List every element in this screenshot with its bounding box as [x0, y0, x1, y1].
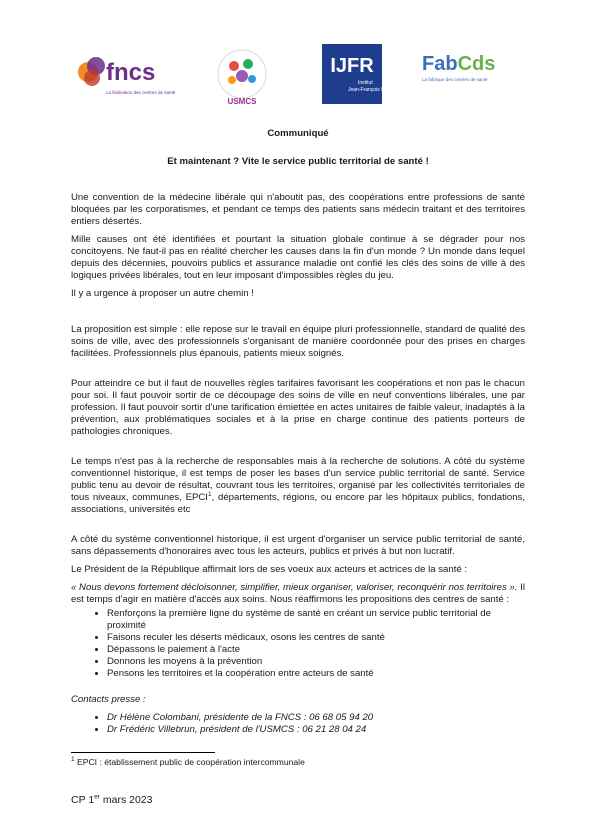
- fncs-logo-tagline: La fédération des centres de santé: [106, 90, 176, 95]
- paragraph-8: Le Président de la République affirmait lors de ses voeux aux acteurs et actrices de la santé :: [71, 564, 468, 575]
- paragraph-4: La proposition est simple : elle repose sur le travail en équipe pluri professionnelle, standard de qualité des soins de ville, avec des professionnels s'organisant de manière coordonnée pour des prises en charges facilitées. Professionnels plus épanouis, patients mieux soignés.: [71, 324, 525, 359]
- usmcs-logo: [212, 46, 272, 108]
- list-item: • Dr Frédéric Villebrun, président de l'USMCS : 06 21 28 04 24: [107, 724, 525, 736]
- logo-strip: [0, 40, 594, 115]
- list-item: • Renforçons la première ligne du système de santé en créant un service public territorial de proximité: [107, 608, 525, 632]
- release-date: [71, 794, 152, 806]
- ijfr-logo-name: IJFR: [330, 55, 374, 77]
- paragraph-2: Mille causes ont été identifiées et pourtant la situation globale continue à se dégrader pour nos concitoyens. Ne faut-il pas en réalité chercher les causes dans la fin d'un monde ? Un monde dans lequel depuis des décennies, pouvoirs publics et assurance maladie ont confié les clés des soins de ville à des logiques privées libérales, tout en leur imposant d'impossibles règles du jeu.: [71, 234, 525, 281]
- date-suffix: mars 2023: [99, 794, 153, 806]
- list-item: • Dépassons le paiement à l'acte: [107, 644, 525, 656]
- footnote-divider: [71, 752, 215, 753]
- footnote-text: EPCI : établissement public de coopération intercommunale: [74, 757, 305, 767]
- fncs-logo: [76, 50, 184, 98]
- paragraph-5: Pour atteindre ce but il faut de nouvelles règles tarifaires favorisant les coopérations et non pas le chacun pour soi. Il faut pouvoir sortir de ce découpage des soins de ville en neuf conventions libérales, une par profession. Il faut pouvoir sortir d'une tarification émiettée en actes unitaires de faible valeur, inadaptés à la prévention, aux problématiques sociales et à la prise en charge continue des patients porteurs de pathologies chroniques.: [71, 378, 525, 437]
- paragraph-6-part-a: Le temps n'est pas à la recherche de responsables mais à la recherche de solutions. A côté du système conventionnel historique, il est temps de poser les bases d'un service public territorial de santé. Service public tenu au devoir de résultat, couvrant tous les territoires, organisé par les collectivités territoriales de tous niveaux, communes, EPCI: [71, 456, 525, 503]
- paragraph-9-text: Il est temps d'agir en matière d'accès aux soins. Nous réaffirmons les propositions des centres de santé :: [71, 582, 525, 605]
- president-quote: « Nous devons fortement décloisonner, simplifier, mieux organiser, valoriser, reconquérir nos territoires ».: [71, 582, 518, 593]
- list-item: • Faisons reculer les déserts médicaux, osons les centres de santé: [107, 632, 525, 644]
- svg-text:FabCds: [422, 53, 495, 75]
- date-prefix: CP 1: [71, 794, 95, 806]
- usmcs-logo-name: USMCS: [227, 97, 257, 106]
- paragraph-6: [71, 456, 525, 516]
- paragraph-1: Une convention de la médecine libérale qui n'aboutit pas, des coopérations entre professions de santé bloquées par les corporatismes, et pendant ce temps des patients sans médecin traitant et des territoires entiers désertés.: [71, 192, 525, 227]
- proposals-list: [71, 608, 525, 680]
- ijfr-logo-sub1: Institut: [358, 80, 373, 86]
- fabcds-logo-name-a: Fab: [422, 53, 458, 75]
- paragraph-3: Il y a urgence à proposer un autre chemin !: [71, 288, 254, 299]
- list-item: • Dr Hélène Colombani, présidente de la FNCS : 06 68 05 94 20: [107, 712, 525, 724]
- footnote: [71, 757, 305, 767]
- press-release-body: [71, 128, 525, 736]
- list-item: • Pensons les territoires et la coopération entre acteurs de santé: [107, 668, 525, 680]
- paragraph-6-part-b: , départements, régions, ou encore par les hôpitaux publics, fondations, associations, universités etc: [71, 492, 525, 515]
- ijfr-logo-sub2: Jean-François Rey: [348, 87, 390, 93]
- date-sup: er: [94, 793, 100, 801]
- list-item: • Donnons les moyens à la prévention: [107, 656, 525, 668]
- fncs-logo-name: fncs: [106, 59, 156, 86]
- fabcds-logo-name-b: Cds: [457, 53, 496, 75]
- doc-heading: Communiqué: [267, 128, 329, 139]
- doc-title: Et maintenant ? Vite le service public territorial de santé !: [167, 156, 429, 167]
- contacts-label: Contacts presse :: [71, 694, 146, 705]
- footnote-ref: 1: [207, 490, 212, 498]
- paragraph-9: [71, 582, 525, 606]
- fabcds-logo: [420, 48, 520, 88]
- paragraph-7: A côté du système conventionnel historique, il est urgent d'organiser un service public territorial de santé, sans dépassements d'honoraires avec tous les acteurs, publics et privés à but non lucratif.: [71, 534, 525, 557]
- footnote-number: 1: [71, 756, 75, 764]
- contacts-list: [71, 712, 525, 736]
- ijfr-logo: [322, 44, 390, 104]
- fabcds-logo-tagline: La fabrique des centres de santé: [422, 77, 488, 82]
